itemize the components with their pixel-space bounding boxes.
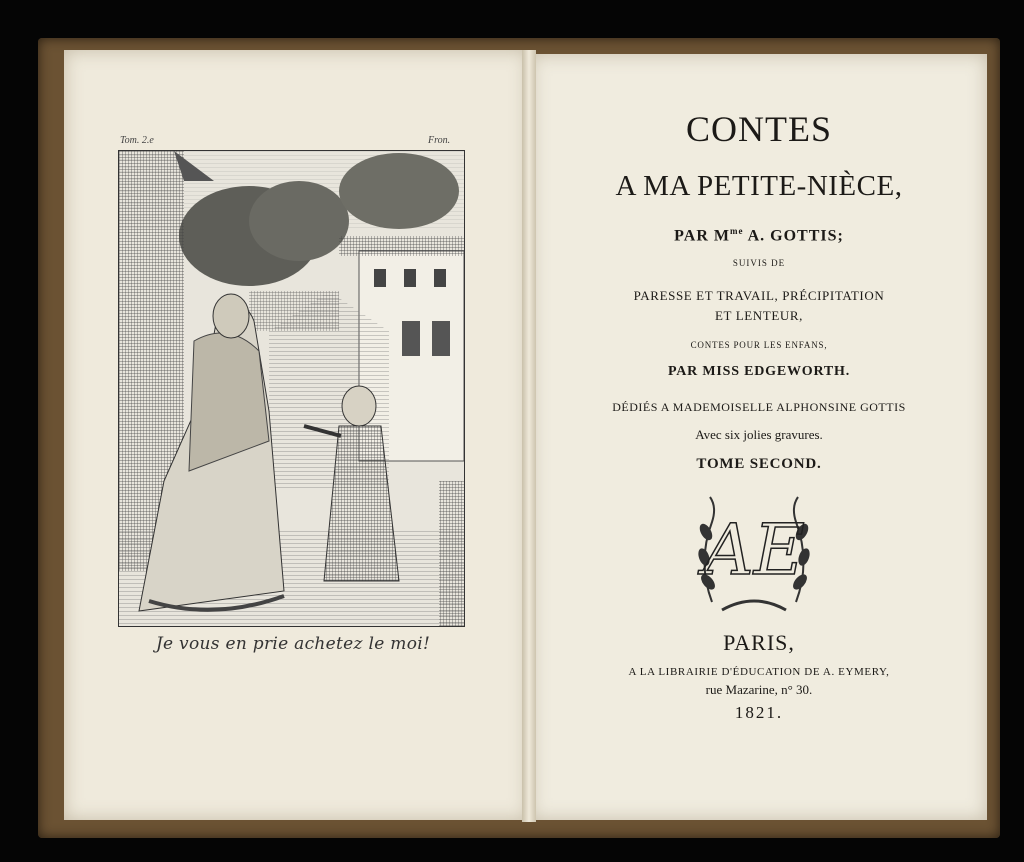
imprint-year: 1821. [734, 703, 784, 722]
author-name: A. GOTTIS; [743, 227, 844, 245]
works-title [531, 286, 987, 326]
works-description: CONTES POUR LES ENFANS, [690, 340, 828, 350]
engravings-note: Avec six jolies gravures. [695, 427, 823, 442]
works-line-1: PARESSE ET TRAVAIL, PRÉCIPITATION [633, 288, 885, 303]
imprint-publisher: A LA LIBRAIRIE D'ÉDUCATION DE A. EYMERY, [628, 666, 890, 678]
author-prefix: PAR M [674, 227, 730, 245]
second-author: PAR MISS EDGEWORTH. [667, 364, 851, 379]
imprint-address: rue Mazarine, n° 30. [705, 682, 813, 697]
volume-mark: Tom. 2.e [120, 135, 154, 146]
followed-by: SUIVIS DE [732, 258, 786, 268]
frontispiece-engraving [118, 150, 465, 627]
author-line [531, 226, 987, 245]
engraving-caption: Je vous en prie achetez le moi! [155, 634, 431, 654]
svg-text:AE: AE [703, 509, 805, 591]
volume-label: TOME SECOND. [696, 456, 822, 472]
imprint-city: PARIS, [723, 630, 795, 655]
publisher-monogram-icon [692, 482, 816, 622]
plate-mark: Fron. [428, 135, 451, 146]
works-line-2: ET LENTEUR, [715, 308, 803, 323]
engraving-illustration [119, 151, 464, 626]
author-honorific: me [729, 226, 744, 236]
book-subtitle: A MA PETITE-NIÈCE, [615, 170, 903, 202]
book-title: CONTES [685, 109, 832, 149]
dedication: DÉDIÉS A MADEMOISELLE ALPHONSINE GOTTIS [612, 400, 906, 414]
